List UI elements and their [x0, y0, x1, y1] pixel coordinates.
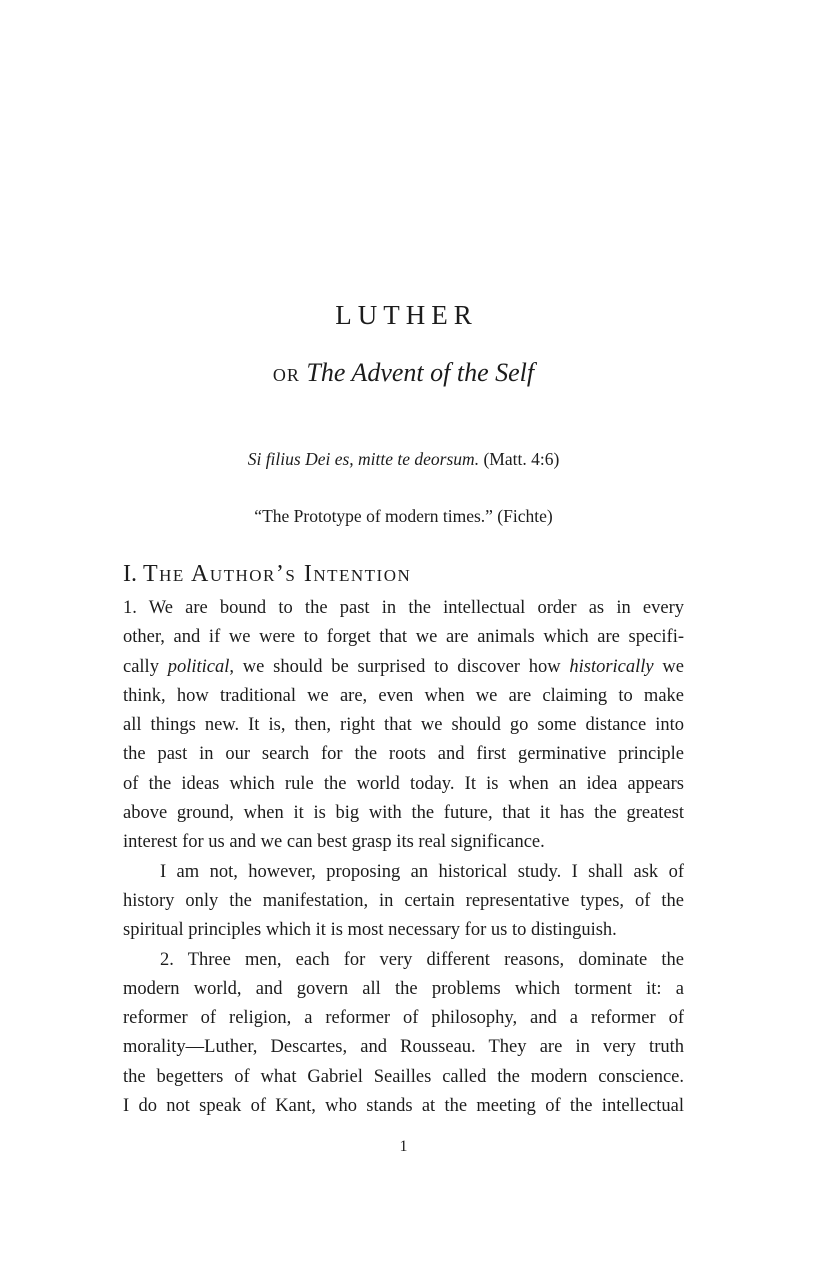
body-text — [123, 594, 684, 1121]
body-line: of the ideas which rule the world today. It is when an idea appears — [123, 773, 684, 794]
body-line: other, and if we were to forget that we are animals which are specifi- — [123, 627, 684, 648]
epigraph-fichte: “The Prototype of modern times.” (Fichte) — [254, 506, 553, 526]
body-line: history only the manifestation, in certain representative types, of the — [123, 890, 684, 911]
paragraph-2 — [123, 858, 684, 946]
chapter-subtitle — [123, 356, 684, 390]
body-line: cally political, we should be surprised to discover how historically we — [123, 656, 684, 677]
subtitle-text: The Advent of the Self — [306, 358, 535, 387]
body-line: morality—Luther, Descartes, and Rousseau. They are in very truth — [123, 1037, 684, 1058]
subtitle-prefix: or — [272, 358, 300, 387]
body-line: think, how traditional we are, even when we are claiming to make — [123, 685, 684, 706]
chapter-title: LUTHER — [335, 300, 478, 330]
body-line: 2. Three men, each for very different reasons, dominate the — [160, 949, 684, 970]
body-line: modern world, and govern all the problems which torment it: a — [123, 978, 684, 999]
body-line: the begetters of what Gabriel Seailles called the modern conscience. — [123, 1066, 684, 1087]
section-numeral: I. — [123, 561, 137, 587]
body-line: I am not, however, proposing an historical study. I shall ask of — [160, 861, 684, 882]
body-line: the past in our search for the roots and first germinative principle — [123, 744, 684, 765]
page-number: 1 — [399, 1138, 408, 1156]
section-heading — [123, 559, 684, 589]
body-line: reformer of religion, a reformer of philosophy, and a reformer of — [123, 1008, 684, 1029]
body-line: above ground, when it is big with the future, that it has the greatest — [123, 803, 684, 824]
epigraph-latin: Si filius Dei es, mitte te deorsum. (Matt. 4:6) — [247, 449, 560, 469]
body-line: spiritual principles which it is most necessary for us to distinguish. — [123, 920, 617, 941]
body-line: 1. We are bound to the past in the intellectual order as in every — [123, 598, 684, 618]
paragraph-3 — [123, 946, 684, 1122]
section-title: The Author’s Intention — [143, 561, 412, 587]
body-line: all things new. It is, then, right that we should go some distance into — [123, 715, 684, 736]
body-line: interest for us and we can best grasp its real significance. — [123, 832, 545, 853]
paragraph-1 — [123, 594, 684, 858]
body-line: I do not speak of Kant, who stands at the meeting of the intellectual — [123, 1096, 684, 1117]
